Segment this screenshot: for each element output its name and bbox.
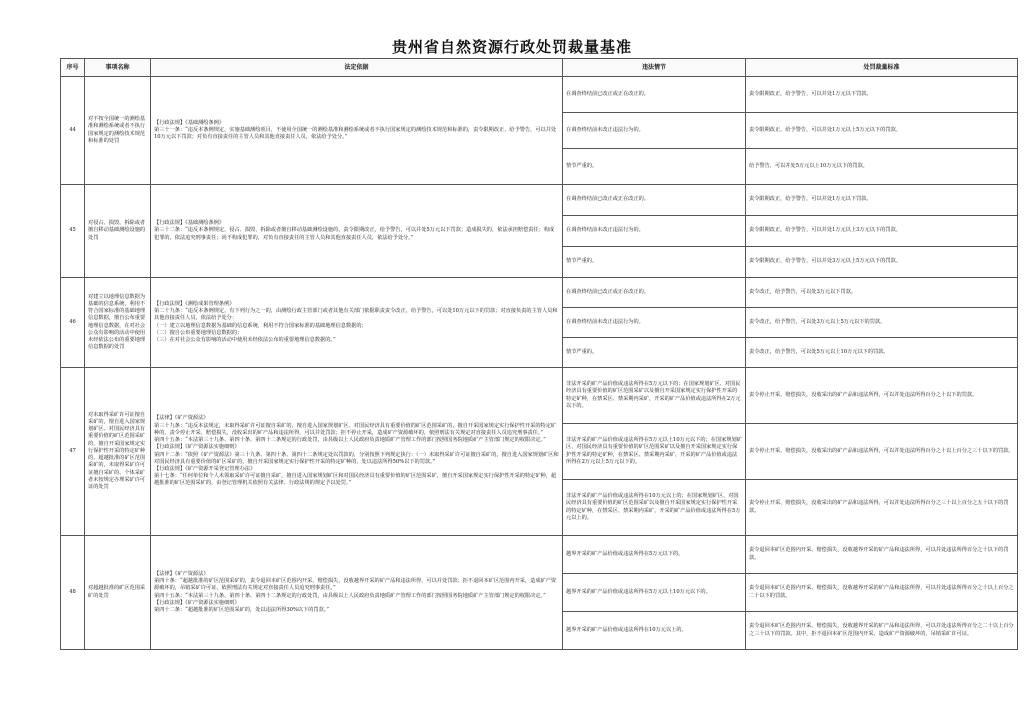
penalty-standard: 责令停止开采、赔偿损失，没收采出的矿产品和违法所得，可以并处违法所得百分之十以上百分之三十以下的罚款。 (746, 424, 1018, 480)
violation-circumstance: 在调查终结前未改正违法行为的。 (563, 216, 746, 247)
penalty-standard: 责令限期改正，给予警告，可以并处1万元以上3万元以下的罚款。 (746, 216, 1018, 247)
legal-basis-paragraph: 【法律】《矿产资源法》 (154, 570, 209, 577)
legal-basis-paragraph: 第四十二条：“依照《矿产资源法》第三十九条、第四十条、第四十二条规定处以罚款的，分别按照下列规定执行：（一）未取得采矿许可证擅自采矿的，擅自进入国家规划矿区和对国民经济具有重要价值的矿区采矿的，擅自开采国家规定实行保护性开采的特定矿种的，处以违法所得50%以下的罚款。” (154, 451, 559, 465)
legal-basis-paragraph: （一）建立以地理信息数据为基础的信息系统，利用不符合国家标准的基础地理信息数据的； (154, 322, 367, 329)
header-penalty-standard: 处罚裁量标准 (746, 59, 1018, 77)
violation-circumstance: 在调查终结前已改正或正在改正的。 (563, 77, 746, 113)
legal-basis (151, 77, 563, 185)
legal-basis-paragraph: 【行政法规】《基础测绘条例》 (154, 220, 225, 227)
violation-circumstance: 非法开采的矿产品价值或违法所得在10万元以上的；在国家规划矿区、对国民经济具有重要价值的矿区范围采矿以及擅自开采国家规定实行保护性开采的特定矿种，在禁采区、禁采期内采矿，开采的矿产品价值或违法所得在5万元以上的。 (563, 480, 746, 536)
penalty-standard: 责令限期改正，给予警告，可以并处1万元以上5万元以下的罚款。 (746, 113, 1018, 149)
penalty-standard: 责令退回本矿区范围内开采、赔偿损失，没收越界开采的矿产品和违法所得，可以并处违法所得百分之十以上百分之二十以下的罚款。 (746, 574, 1018, 612)
violation-circumstance: 在调查终结前未改正违法行为的。 (563, 308, 746, 338)
header-circumstance: 违法情节 (563, 59, 746, 77)
penalty-standard: 责令退回本矿区范围内开采、赔偿损失，没收越界开采的矿产品和违法所得，可以并处违法所得百分之二十以上百分之三十以下的罚款。其中，拒不退回本矿区范围内开采，造成矿产资源破坏的，吊销采矿许可证。 (746, 612, 1018, 650)
penalty-standard: 责令限期改正，给予警告，可以并处1万元以下罚款。 (746, 77, 1018, 113)
item-name: 对建立以地理信息数据为基础的信息系统，利用不符合国家标准的基础地理信息数据，擅自公布重要地理信息数据，在对社会公众有影响的活动中使用未经依法公布的重要地理信息数据的处罚 (85, 278, 151, 368)
row-number: 47 (61, 368, 85, 536)
legal-basis-paragraph: （二）擅自公布重要地理信息数据的； (154, 329, 243, 336)
penalty-standard: 责令停止开采、赔偿损失，没收采出的矿产品和违法所得，可以并处违法所得百分之三十以上百分之五十以下的罚款。 (746, 480, 1018, 536)
row-number: 44 (61, 77, 85, 185)
penalty-table (60, 58, 1018, 650)
violation-circumstance: 情节严重的。 (563, 338, 746, 368)
table-row (61, 368, 1018, 424)
legal-basis (151, 278, 563, 368)
table-row (61, 185, 1018, 216)
violation-circumstance: 情节严重的。 (563, 149, 746, 185)
penalty-standard: 责令限期改正，给予警告，可以并处1万元以下罚款。 (746, 185, 1018, 216)
legal-basis-paragraph: 第二十九条：“违反本条例规定，有下列行为之一的，由测绘行政主管部门或者其他有关部门依据职责责令改正，给予警告，可以处10万元以下的罚款；对直接负责的主管人员和其他直接责任人员，依法给予处分： (154, 308, 558, 322)
violation-circumstance: 非法开采的矿产品价值或违法所得在5万元以上10万元以下的；在国家规划矿区、对国民经济具有重要价值的矿区范围采矿以及擅自开采国家规定实行保护性开采的特定矿种，在禁采区、禁采期内采矿，开采的矿产品价值或违法所得在2万元以上5万元以下的。 (563, 424, 746, 480)
legal-basis (151, 536, 563, 650)
legal-basis-paragraph: 第十七条：“任何单位和个人未领取采矿许可证擅自采矿，擅自进入国家规划矿区和对国民经济具有重要价值的矿区范围采矿，擅自开采国家规定实行保护性开采的特定矿种，超越批准的矿区范围采矿的，由登记管理机关依照有关法律、行政法规的规定予以处罚。” (154, 473, 557, 487)
violation-circumstance: 在调查终结前已改正或正在改正的。 (563, 185, 746, 216)
row-number: 45 (61, 185, 85, 278)
violation-circumstance: 情节严重的。 (563, 247, 746, 278)
violation-circumstance: 越界开采的矿产品价值或违法所得在5万元以上10万元以下的。 (563, 574, 746, 612)
item-name: 对超越批准的矿区范围采矿的处罚 (85, 536, 151, 650)
legal-basis-paragraph: 第三十九条：“违反本法规定，未取得采矿许可证擅自采矿的，擅自进入国家规划矿区、对国民经济具有重要价值的矿区范围采矿的，擅自开采国家规定实行保护性开采的特定矿种的，责令停止开采、赔偿损失，没收采出的矿产品和违法所得，可以并处罚款；拒不停止开采，造成矿产资源破坏的，依照刑法有关规定对直接责任人员追究刑事责任。” (154, 422, 557, 436)
page-title: 贵州省自然资源行政处罚裁量基准 (391, 38, 632, 56)
violation-circumstance: 越界开采的矿产品价值或违法所得在10万元以上的。 (563, 612, 746, 650)
penalty-standard: 责令改正，给予警告，可以处3万元以下罚款。 (746, 278, 1018, 308)
table-row (61, 77, 1018, 113)
legal-basis-paragraph: 【行政法规】《矿产资源法实施细则》 (154, 599, 240, 606)
violation-circumstance: 越界开采的矿产品价值或违法所得在5万元以下的。 (563, 536, 746, 574)
penalty-standard: 责令改正，给予警告，可以处3万元以上5万元以下的罚款。 (746, 308, 1018, 338)
table-header-row (61, 59, 1018, 77)
violation-circumstance: 非法开采的矿产品价值或违法所得在5万元以下的；在国家规划矿区、对国民经济具有重要价值的矿区范围采矿以及擅自开采国家规定实行保护性开采的特定矿种，在禁采区、禁采期内采矿，开采的矿产品价值或违法所得在2万元以下的。 (563, 368, 746, 424)
penalty-standard: 给予警告，可以并处5万元以上10万元以下的罚款。 (746, 149, 1018, 185)
legal-basis-paragraph: 【行政法规】《基础测绘条例》 (154, 119, 225, 126)
item-name: 对侵占、损毁、拆除或者擅自移动基础测绘设施的处罚 (85, 185, 151, 278)
header-no: 序号 (61, 59, 85, 77)
legal-basis-paragraph: 第四十五条：“本法第三十九条、第四十条、第四十二条规定的行政处罚，由县级以上人民政府负责地质矿产管理工作的部门按照国务院地质矿产主管部门规定的权限决定。” (154, 592, 546, 599)
item-name: 对不按全国统一的测绘基准和测绘系统或者不执行国家规定的测绘技术规范和标准的处罚 (85, 77, 151, 185)
legal-basis-paragraph: （三）在对社会公众有影响的活动中使用未经依法公布的重要地理信息数据的。” (154, 336, 336, 343)
legal-basis-paragraph: 【行政法规】《矿产资源法实施细则》 (154, 444, 240, 451)
penalty-standard: 责令改正，给予警告，可以处5万元以上10万元以下的罚款。 (746, 338, 1018, 368)
table-row (61, 536, 1018, 574)
penalty-standard: 责令退回本矿区范围内开采、赔偿损失，没收越界开采的矿产品和违法所得，可以并处违法所得百分之十以下的罚款。 (746, 536, 1018, 574)
penalty-standard: 责令停止开采、赔偿损失，没收采出的矿产品和违法所得，可以并处违法所得百分之十以下的罚款。 (746, 368, 1018, 424)
legal-basis-paragraph: 【行政法规】《测绘成果管理条例》 (154, 300, 235, 307)
violation-circumstance: 在调查终结前未改正违法行为的。 (563, 113, 746, 149)
row-number: 46 (61, 278, 85, 368)
table-row (61, 278, 1018, 308)
legal-basis-paragraph: 第四十五条：“本法第三十九条、第四十条、第四十二条规定的行政处罚，由县级以上人民政府负责地质矿产管理工作的部门按照国务院地质矿产主管部门规定的权限决定。” (154, 437, 546, 444)
legal-basis-paragraph: 第三十二条：“违反本条例规定，侵占、损毁、拆除或者擅自移动基础测绘设施的，责令限期改正，给予警告，可以并处5万元以下罚款；造成损失的，依法承担赔偿责任；构成犯罪的，依法追究刑事责任；尚不构成犯罪的，对负有直接责任的主管人员和其他直接责任人员，依法给予处分。” (154, 227, 555, 241)
legal-basis-paragraph: 第四十条：“超越批准的矿区范围采矿的，责令退回本矿区范围内开采、赔偿损失，没收越界开采的矿产品和违法所得，可以并处罚款；拒不退回本矿区范围内开采，造成矿产资源破坏的，吊销采矿许可证，依照刑法有关规定对直接责任人员追究刑事责任。” (154, 578, 557, 592)
penalty-standard: 责令限期改正，给予警告，可以并处3万元以上5万元以下的罚款。 (746, 247, 1018, 278)
header-item-name: 事项名称 (85, 59, 151, 77)
legal-basis (151, 368, 563, 536)
legal-basis-paragraph: 【法律】《矿产资源法》 (154, 415, 209, 422)
item-name: 对未取得采矿许可证擅自采矿的，擅自进入国家规划矿区、对国民经济具有重要价值的矿区范围采矿的，擅自开采国家规定实行保护性开采的特定矿种的，超越批准的矿区范围采矿的，未取得采矿许可证擅自采矿的、个体采矿者未按规定办理采矿许可证的处罚 (85, 368, 151, 536)
legal-basis (151, 185, 563, 278)
row-number: 48 (61, 536, 85, 650)
legal-basis-paragraph: 第四十二条：“超越批准的矿区范围采矿的，处以违法所得30%以下的罚款。” (154, 606, 330, 613)
legal-basis-paragraph: 第三十一条：“违反本条例规定，实施基础测绘项目，不使用全国统一的测绘基准和测绘系统或者不执行国家规定的测绘技术规范和标准的，责令限期改正，给予警告，可以并处10万元以下罚款；对负有直接责任的主管人员和其他直接责任人员，依法给予处分。” (154, 126, 557, 141)
header-legal-basis: 法定依据 (151, 59, 563, 77)
legal-basis-paragraph: 【行政法规】《矿产资源开采登记管理办法》 (154, 465, 256, 472)
violation-circumstance: 在调查终结前已改正或正在改正的。 (563, 278, 746, 308)
